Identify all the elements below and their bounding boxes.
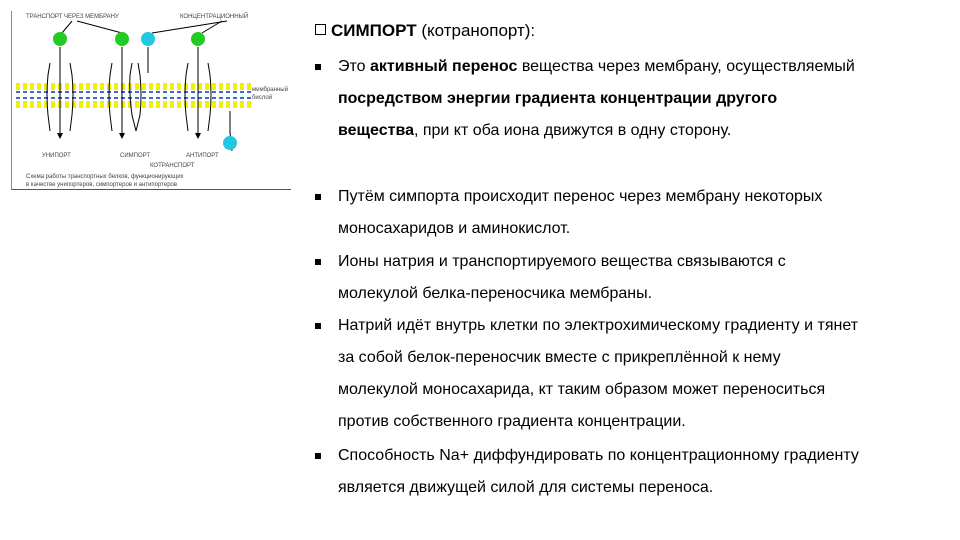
transport-diagram [11, 11, 291, 190]
lipid-molecule [163, 97, 167, 99]
text-segment: , при кт оба иона движутся в одну сторону. [413, 122, 732, 139]
label-top-left: ТРАНСПОРТ ЧЕРЕЗ МЕМБРАНУ [26, 14, 119, 20]
lipid-molecule [93, 83, 97, 90]
lipid-molecule [226, 91, 230, 93]
lipid-molecule [37, 91, 41, 93]
lipid-molecule [51, 101, 55, 108]
lipid-molecule [114, 97, 118, 99]
square-bullet-icon [315, 259, 321, 265]
bullet-item [315, 51, 955, 147]
lipid-molecule [65, 101, 69, 108]
molecule-cyan-2 [223, 136, 237, 150]
checkbox-bullet-icon [315, 24, 326, 35]
label-right-2: бислой [252, 95, 273, 101]
lipid-molecule [93, 101, 97, 108]
lipid-molecule [149, 91, 153, 93]
lipid-molecule [233, 83, 237, 90]
text-line-bold: посредством энергии градиента концентрации другого [338, 90, 778, 107]
title-bold: СИМПОРТ [331, 21, 417, 40]
bullet-item [315, 440, 955, 504]
lipid-molecule [184, 101, 188, 108]
lipid-molecule [86, 83, 90, 90]
lipid-molecule [30, 101, 34, 108]
lipid-molecule [219, 101, 223, 108]
lipid-molecule [177, 83, 181, 90]
lipid-molecule [51, 97, 55, 99]
lipid-molecule [198, 97, 202, 99]
lipid-molecule [93, 97, 97, 99]
lipid-molecule [142, 97, 146, 99]
lipid-molecule [191, 83, 195, 90]
lipid-molecule [86, 101, 90, 108]
leader-line-2 [77, 21, 122, 33]
lipid-bilayer [16, 83, 251, 108]
lipid-molecule [142, 101, 146, 108]
molecule-green-3 [191, 32, 205, 46]
lipid-molecule [16, 97, 20, 99]
lipid-molecule [86, 91, 90, 93]
lipid-molecule [247, 97, 251, 99]
lipid-molecule [177, 97, 181, 99]
text-segment: вещества через мембрану, осуществляемый [517, 58, 855, 75]
lipid-molecule [142, 83, 146, 90]
lipid-molecule [170, 83, 174, 90]
lipid-molecule [100, 91, 104, 93]
lipid-molecule [16, 91, 20, 93]
lipid-molecule [212, 97, 216, 99]
lipid-molecule [51, 83, 55, 90]
molecule-green-2 [115, 32, 129, 46]
lipid-molecule [135, 101, 139, 108]
figure-caption-1: Схема работы транспортных белков, функционирующих [26, 174, 184, 180]
lipid-molecule [240, 83, 244, 90]
lipid-molecule [135, 97, 139, 99]
square-bullet-icon [315, 194, 321, 200]
lipid-molecule [170, 101, 174, 108]
lipid-molecule [198, 83, 202, 90]
lipid-molecule [149, 83, 153, 90]
lipid-molecule [240, 101, 244, 108]
lipid-molecule [79, 83, 83, 90]
lipid-molecule [205, 91, 209, 93]
lipid-molecule [219, 83, 223, 90]
lipid-molecule [247, 91, 251, 93]
lipid-molecule [79, 97, 83, 99]
arrow-heads [57, 133, 201, 139]
lipid-molecule [79, 91, 83, 93]
square-bullet-icon [315, 453, 321, 459]
lipid-molecule [51, 91, 55, 93]
lipid-molecule [16, 101, 20, 108]
lipid-molecule [30, 91, 34, 93]
square-bullet-icon [315, 64, 321, 70]
square-bullet-icon [315, 323, 321, 329]
lipid-molecule [156, 101, 160, 108]
text-line: против собственного градиента концентрации. [338, 413, 686, 430]
lipid-molecule [226, 83, 230, 90]
bullet-item [315, 310, 955, 438]
leader-line-1 [62, 21, 72, 33]
lipid-molecule [30, 83, 34, 90]
lipid-molecule [135, 91, 139, 93]
lipid-molecule [23, 91, 27, 93]
lipid-molecule [156, 91, 160, 93]
lipid-molecule [191, 91, 195, 93]
lipid-molecule [163, 83, 167, 90]
text-line: Путём симпорта происходит перенос через мембрану некоторых [338, 188, 823, 205]
lipid-molecule [23, 97, 27, 99]
lipid-molecule [205, 101, 209, 108]
lipid-molecule [233, 101, 237, 108]
lipid-molecule [65, 91, 69, 93]
lipid-molecule [100, 97, 104, 99]
membrane-diagram-svg [12, 11, 291, 189]
lipid-molecule [233, 91, 237, 93]
lipid-molecule [177, 101, 181, 108]
lipid-molecule [247, 101, 251, 108]
text-line: моносахаридов и аминокислот. [338, 220, 571, 237]
lipid-molecule [100, 101, 104, 108]
lipid-molecule [114, 83, 118, 90]
text-segment-bold: активный перенос [370, 58, 518, 75]
label-symport: СИМПОРТ [120, 153, 151, 159]
lipid-molecule [191, 101, 195, 108]
lipid-molecule [163, 101, 167, 108]
lipid-molecule [240, 91, 244, 93]
lipid-molecule [16, 83, 20, 90]
lipid-molecule [212, 83, 216, 90]
label-cotransport: КОТРАНСПОРТ [150, 163, 195, 169]
lipid-molecule [142, 91, 146, 93]
leader-line-4 [152, 21, 227, 33]
lipid-molecule [65, 97, 69, 99]
label-right-1: мембранный [252, 87, 288, 93]
lipid-molecule [177, 91, 181, 93]
lipid-molecule [212, 91, 216, 93]
lipid-molecule [37, 97, 41, 99]
lipid-molecule [226, 101, 230, 108]
lipid-molecule [114, 91, 118, 93]
lipid-molecule [23, 101, 27, 108]
lipid-molecule [149, 97, 153, 99]
lipid-molecule [93, 91, 97, 93]
lipid-molecule [198, 91, 202, 93]
slide-title [315, 21, 535, 41]
text-line: Ионы натрия и транспортируемого вещества связываются с [338, 253, 786, 270]
leader-line-3 [202, 21, 222, 33]
lipid-molecule [135, 83, 139, 90]
lipid-molecule [79, 101, 83, 108]
lipid-molecule [156, 83, 160, 90]
title-rest: (котранопорт): [416, 21, 536, 40]
molecule-cyan-1 [141, 32, 155, 46]
lipid-molecule [114, 101, 118, 108]
lipid-molecule [219, 97, 223, 99]
molecule-green-1 [53, 32, 67, 46]
text-line: Натрий идёт внутрь клетки по электрохимическому градиенту и тянет [338, 317, 859, 334]
label-uniport: УНИПОРТ [42, 153, 71, 159]
label-top-right: КОНЦЕНТРАЦИОННЫЙ [180, 14, 249, 20]
lipid-molecule [219, 91, 223, 93]
lipid-molecule [205, 83, 209, 90]
lipid-molecule [30, 97, 34, 99]
text-line: молекулой белка-переносчика мембраны. [338, 285, 653, 302]
lipid-molecule [156, 97, 160, 99]
text-segment: Это [338, 58, 370, 75]
lipid-molecule [233, 97, 237, 99]
lipid-molecule [163, 91, 167, 93]
text-line: Способность Na+ диффундировать по концентрационному градиенту [338, 447, 859, 464]
figure-caption-2: в качестве унипортеров, симпортеров и антипортеров [26, 182, 178, 188]
text-segment-bold: вещества [338, 122, 414, 139]
lipid-molecule [240, 97, 244, 99]
lipid-molecule [247, 83, 251, 90]
lipid-molecule [149, 101, 153, 108]
bullet-item [315, 246, 955, 310]
lipid-molecule [205, 97, 209, 99]
text-line: молекулой моносахарида, кт таким образом может переноситься [338, 381, 826, 398]
lipid-molecule [170, 91, 174, 93]
lipid-molecule [198, 101, 202, 108]
lipid-molecule [170, 97, 174, 99]
lipid-molecule [65, 83, 69, 90]
lipid-molecule [100, 83, 104, 90]
lipid-molecule [23, 83, 27, 90]
lipid-molecule [86, 97, 90, 99]
lipid-molecule [212, 101, 216, 108]
text-line: за собой белок-переносчик вместе с прикреплённой к нему [338, 349, 781, 366]
lipid-molecule [37, 83, 41, 90]
bullet-item [315, 181, 955, 245]
lipid-molecule [226, 97, 230, 99]
label-antiport: АНТИПОРТ [186, 153, 219, 159]
text-line: является движущей силой для системы переноса. [338, 479, 714, 496]
lipid-molecule [37, 101, 41, 108]
lipid-molecule [191, 97, 195, 99]
